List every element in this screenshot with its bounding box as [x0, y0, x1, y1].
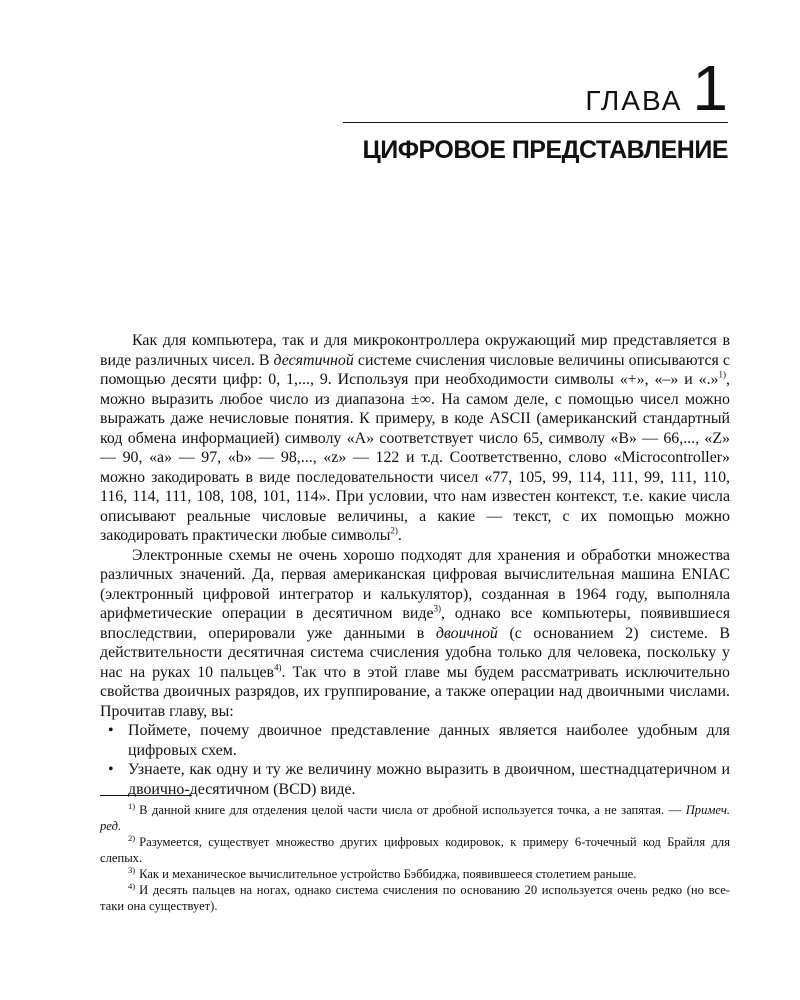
footnote-mark: 3) — [128, 864, 136, 875]
footnote-mark: 4) — [128, 880, 136, 891]
bullet-text: Поймете, почему двоичное представление данных является наиболее удобным для цифровых схем. — [128, 722, 730, 759]
footnote-editor-note: Примеч. ред. — [100, 803, 730, 833]
p1-italic-decimal: десятичной — [273, 351, 354, 369]
footnote-rule — [100, 795, 192, 796]
p1-text-1: Как для компьютера, так и для микроконтроллера окружающий мир представляется в виде различных чисел. В — [100, 332, 730, 369]
footnote-mark: 2) — [128, 832, 136, 843]
footnote-text: Как и механическое вычислительное устройство Бэббиджа, появившееся столетием раньше. — [139, 867, 637, 881]
bullet-item — [100, 721, 730, 760]
bullet-item — [100, 760, 730, 799]
footnote-text: Разумеется, существует множество других цифровых кодировок, к примеру 6-точечный код Брайля для слепых. — [100, 835, 730, 865]
p2-italic-binary: двоичной — [435, 624, 498, 642]
p2-text-3: (с основанием 2) системе. В действительности десятичная система счисления удобна только для человека, поскольку у нас на руках 10 пальцев — [100, 624, 730, 681]
footnote-mark: 1) — [128, 800, 136, 811]
chapter-rule — [343, 122, 728, 123]
p1-text-3: , можно выразить любое число из диапазона ±∞. На самом деле, с помощью чисел можно выражать даже нечисловые понятия. К примеру, в коде ASCII (американский стандартный код обмена информацией) символу «A» соответствует число 65, символу «B» — 66,..., «Z» — 90, «a» — 97, «b» — 98,..., «z» — 122 и т.д. Соответственно, слово «Microcontroller» можно закодировать в виде последовательности чисел «77, 105, 99, 114, 111, 99, 111, 110, 116, 114, 111, 108, 108, 101, 114». При условии, что нам известен контекст, т.е. какие числа описывают реальные числовые величины, а какие — текст, с их помощью можно закодировать практически любые символы — [100, 371, 730, 544]
bullet-text: Узнаете, как одну и ту же величину можно выразить в двоичном, шестнадцатеричном и двоично-десятичном (BCD) виде. — [128, 761, 730, 798]
body-text — [100, 331, 730, 799]
bullet-dot-icon: • — [108, 761, 114, 778]
footnote-4 — [100, 882, 730, 914]
chapter-title: ЦИФРОВОЕ ПРЕДСТАВЛЕНИЕ — [362, 136, 728, 164]
p1-text-4: . — [397, 527, 402, 544]
chapter-label: ГЛАВА — [585, 85, 683, 116]
footnotes — [100, 802, 730, 914]
footnote-text: И десять пальцев на ногах, однако система счисления по основанию 20 используется очень редко (но все-таки она существует). — [100, 883, 730, 913]
footnote-ref-4: 4) — [274, 662, 282, 673]
bullet-list — [100, 721, 730, 799]
chapter-number: 1 — [692, 52, 728, 124]
p2-text-2: , однако все компьютеры, появившиеся впоследствии, оперировали уже данными в — [100, 605, 730, 642]
footnote-1 — [100, 802, 730, 834]
footnote-3 — [100, 866, 730, 882]
paragraph-2 — [100, 546, 730, 722]
p1-text-2: системе счисления числовые величины описываются с помощью десяти цифр: 0, 1,..., 9. Используя при необходимости символы «+», «–» и «.» — [100, 351, 730, 388]
footnote-ref-3: 3) — [433, 603, 442, 614]
footnote-text: В данной книге для отделения целой части числа от дробной используется точка, а не запятая. — — [139, 803, 686, 817]
chapter-heading — [585, 52, 728, 124]
footnote-ref-1: 1) — [718, 369, 727, 380]
footnote-ref-2: 2) — [390, 525, 398, 536]
p2-text-4: . Так что в этой главе мы будем рассматривать исключительно свойства двоичных разрядов, их группирование, а также операции над двоичными числами. Прочитав главу, вы: — [100, 663, 730, 720]
paragraph-1 — [100, 331, 730, 546]
p2-text-1: Электронные схемы не очень хорошо подходят для хранения и обработки множества различных значений. Да, первая американская цифровая вычислительная машина ENIAC (электронный цифровой интегратор и калькулятор), созданная в 1964 году, выполняла арифметические операции в десятичном виде — [100, 546, 730, 622]
footnote-2 — [100, 834, 730, 866]
bullet-dot-icon: • — [108, 722, 114, 739]
